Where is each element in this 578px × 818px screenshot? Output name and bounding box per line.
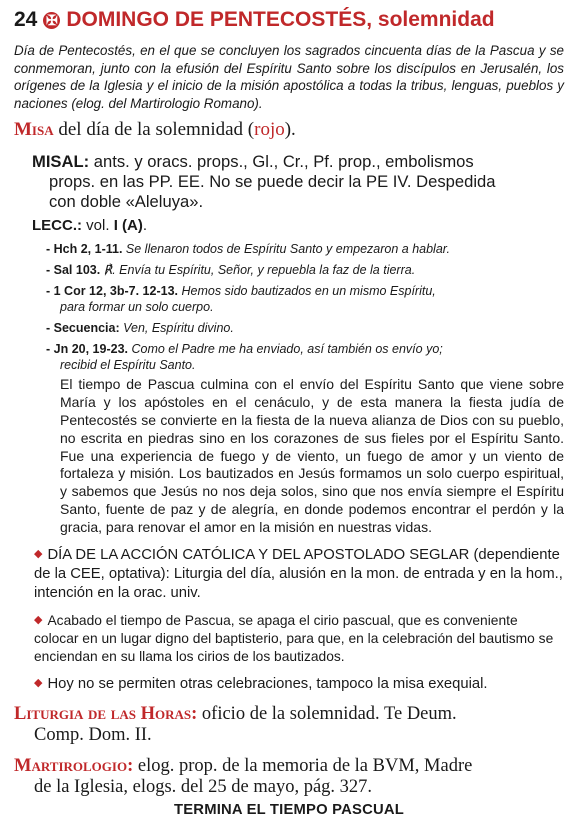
- diamond-icon: ◆: [34, 547, 43, 560]
- reading-ref: - Hch 2, 1-11.: [46, 242, 123, 257]
- liturgical-color: rojo: [254, 119, 285, 141]
- note-bullet: [34, 674, 564, 694]
- reading-item: [46, 341, 564, 373]
- liturgia-horas-block: [14, 704, 564, 746]
- lecc-text: vol.: [82, 217, 114, 235]
- note-bullet: [34, 545, 564, 603]
- note-bullet: [34, 611, 564, 666]
- commentary-paragraph: El tiempo de Pascua culmina con el envío del Espíritu Santo que viene sobre María y los apóstoles en el cenáculo, y de esta manera la fiesta judía de Pentecostés se convierte en la fiesta de la nueva alianza de Dios con su pueblo, no escrita en piedras sino en los corazones de sus fieles por el Espíritu Santo. Fue una experiencia de fuego y de viento, un fuego de amor y un viento de fortaleza y misión. Los bautizados en Jesús formamos un solo cuerpo espiritual, y sabemos que Jesús no nos deja solos, sino que nos envía siempre el Espíritu Santo, fuente de paz y de alegría, en donde podemos encontrar el perdón y la gracia, para renovar el amor en la misión en nuestras vidas.: [60, 376, 564, 535]
- misa-line: [14, 118, 564, 142]
- lecc-line: [32, 216, 564, 236]
- feast-title-main: DOMINGO DE PENTECOSTÉS,: [66, 8, 373, 31]
- reading-text: Se llenaron todos de Espíritu Santo y empezaron a hablar.: [122, 242, 450, 257]
- liturgia-line-2: Comp. Dom. II.: [34, 724, 152, 745]
- day-number: 24: [14, 8, 38, 31]
- reading-ref: - 1 Cor 12, 3b-7. 12-13.: [46, 284, 179, 299]
- misa-text: del día de la solemnidad (: [53, 119, 255, 141]
- misal-label: MISAL:: [32, 152, 90, 172]
- reading-text: Como el Padre me ha enviado, así también os envío yo;: [128, 342, 443, 357]
- reading-item: [46, 320, 564, 336]
- reading-text-cont: recibid el Espíritu Santo.: [60, 358, 196, 373]
- misal-line-1: ants. y oracs. props., Gl., Cr., Pf. prop., embolismos: [89, 152, 474, 172]
- reading-ref: - Jn 20, 19-23.: [46, 342, 128, 357]
- reading-text-cont: para formar un solo cuerpo.: [60, 300, 214, 315]
- liturgia-line-1: oficio de la solemnidad. Te Deum.: [197, 703, 457, 724]
- reading-item: [46, 241, 564, 257]
- reading-text: ℟. Envía tu Espíritu, Señor, y repuebla la faz de la tierra.: [100, 263, 416, 278]
- reading-ref: - Secuencia:: [46, 321, 120, 336]
- lecc-volume: I (A): [113, 217, 143, 235]
- note-text: DÍA DE LA ACCIÓN CATÓLICA Y DEL APOSTOLADO SEGLAR (dependiente de la CEE, optativa): Liturgia del día, alusión en la mon. de entrada y en la hom., intención en la orac. univ.: [34, 546, 563, 601]
- feast-title: [66, 6, 494, 34]
- note-text: Acabado el tiempo de Pascua, se apaga el cirio pascual, que es conveniente colocar en un lugar digno del baptisterio, para que, en la celebración del bautismo se enciendan en su llama los cirios de los bautizados.: [34, 612, 554, 664]
- reading-item: [46, 262, 564, 278]
- note-text: Hoy no se permiten otras celebraciones, tampoco la misa exequial.: [47, 675, 488, 692]
- feast-rank: solemnidad: [377, 8, 495, 31]
- misa-text-end: ).: [284, 119, 296, 141]
- diamond-icon: ◆: [34, 676, 43, 689]
- cross-icon: ✠: [43, 12, 60, 29]
- misal-block: [32, 152, 564, 212]
- lecc-end: .: [142, 217, 148, 235]
- lecc-label: LECC.:: [32, 217, 82, 235]
- day-header: [14, 6, 564, 34]
- diamond-icon: ◆: [34, 613, 43, 626]
- reading-text: Ven, Espíritu divino.: [119, 321, 234, 336]
- martirologio-block: [14, 756, 564, 798]
- reading-text: Hemos sido bautizados en un mismo Espíritu,: [178, 284, 436, 299]
- martirologio-line-2: de la Iglesia, elogs. del 25 de mayo, pág. 327.: [34, 776, 373, 797]
- martirologio-label: Martirologio:: [14, 755, 134, 776]
- reading-ref: - Sal 103.: [46, 263, 101, 278]
- misal-line-3: con doble «Aleluya».: [49, 192, 204, 212]
- reading-item: [46, 283, 564, 315]
- intro-paragraph: Día de Pentecostés, en el que se concluyen los sagrados cincuenta días de la Pascua y se conmemoran, junto con la efusión del Espíritu Santo sobre los discípulos en Jerusalén, los orígenes de la Iglesia y el inicio de la misión apostólica a todas la tribus, lenguas, pueblos y naciones (elog. del Martirologio Romano).: [14, 43, 564, 111]
- martirologio-line-1: elog. prop. de la memoria de la BVM, Madre: [133, 755, 473, 776]
- misa-label: Misa: [14, 119, 54, 141]
- liturgia-label: Liturgia de las Horas:: [14, 703, 198, 724]
- season-end-footer: TERMINA EL TIEMPO PASCUAL: [174, 801, 404, 818]
- misal-line-2: props. en las PP. EE. No se puede decir la PE IV. Despedida: [49, 172, 496, 192]
